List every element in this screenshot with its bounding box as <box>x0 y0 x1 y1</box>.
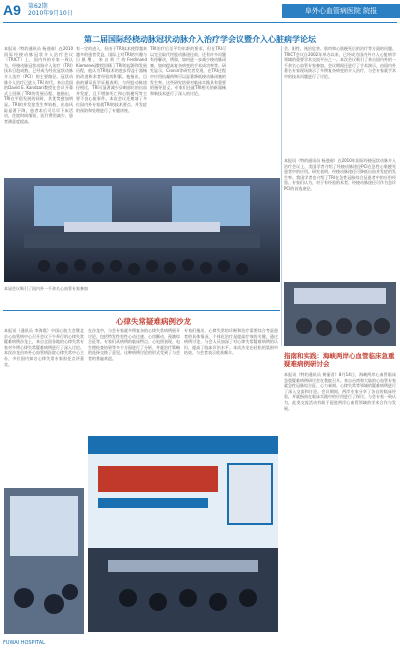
page-number: A9 <box>3 2 21 18</box>
article1-title: 第二届国际经桡动脉冠状动脉介入治疗学会议暨介入心脏病学论坛 <box>84 35 316 44</box>
conference-photo <box>4 178 280 282</box>
issue-info: 第62期 2010年9月10日 <box>28 3 73 17</box>
header-rule <box>3 22 397 23</box>
article1-col4: 会、阳性、统治危害、肌肉和心肌梗死后的治疗等方面的问题。TRICT会议自2002年举办以来，已经成为国内外介入心脏病学领域的重要学术交流平台之一。本次会议吸引了来自国内外的一千余名心血管专家参加。会议期间还进行了手术演示，由国内外著名专家现场演示了多例复杂病变的介入治疗，与会专家就手术中的技术问题进行了讨论。 <box>284 46 396 79</box>
article2-title: 心律失常疑难病例沙龙 <box>116 317 191 326</box>
column-divider <box>281 46 282 346</box>
article1-col1: 本报讯（特约通讯员 杨进刚）在2010 国际经桡动脉冠状介入治疗会议（TRICT）上，国内外的专家一致认为，经桡动脉冠状动脉介入治疗（TRI）技术日趋成熟，已经成为经皮冠状动脉介入治疗（PCI）的主要路径。冠状动脉介入治疗已进入 TRI 时代。来自美国的David E. Kandzari教授在会议开幕式上回顾了TRI的发展历程。他指出，TRI在平稳发展的同时，其优势愈加明显。TRI的并发症发生率较低，出血风险显著下降，患者术后可尽早下床活动，住院时间缩短，医疗费用减少，患者满意度提高。 <box>4 46 73 124</box>
article1-col2: 有一定的进入，但由于TRI技术使得越来越多的患者受益，国际上对TRI的兴趣与日俱增。来自荷兰的Ferdinand Kiemeneij教授回顾了TRI的起源和发展历程，他认为TRI技术的进步得益于器械的改进和术者经验的积累。他指出，目前的循证医学证据表明，与经股动脉途径相比，TRI可显著减少穿刺部位的出血并发症，且不增加死亡和心肌梗死等主要不良心脏事件。本次会议还邀请了多位国内外专家就TRI的技术要点、并发症的预防和处理进行了专题讲座。 <box>76 46 147 113</box>
section-rule <box>3 310 280 311</box>
page-header <box>0 0 400 22</box>
article2-col1: 本报讯（通讯员 李海霞）中国心脏大会暨北京心血管病中心召开会议下午举行的心律失常疑难病例沙龙上，来自全国各地的心律失常专家对多例心律失常疑难病例进行了深入讨论。本次沙龙由阜外心血管病医院心律失常中心主办，多位国内知名心律失常专家担任点评嘉宾。 <box>4 328 84 367</box>
side-col1: 本报讯（特约通讯员 杨进刚）在2010年国际经桡冠状动脉介入治疗会议上，美国学者介绍了经桡动脉途径PCI在急性心肌梗死患者中的应用。研究表明，经桡动脉途径可降低出血并发症的发生率。我国学者也介绍了TRI在急性冠脉综合征患者中的应用经验。专家们认为，对于有经验的术者，经桡动脉途径可作为急诊PCI的首选途径。 <box>284 158 396 191</box>
photo-caption-1 <box>4 286 280 304</box>
article2-col3: 专家们指出，心律失常的诊断和治疗需要综合考虑患者的具体情况，个体化治疗是提高疗效的关键。通过病例讨论，与会人员加深了对心律失常疑难病例的认识，提高了临床诊治水平。本次沙龙在轻松的氛围中结束，与会者表示收获颇丰。 <box>184 328 278 356</box>
side-photo <box>284 282 396 346</box>
article2-col2: 在沙龙中，与会专家就多例复杂的心律失常病例展开讨论，包括特发性室性心动过速、心房颤动、预激综合征等。专家们从病例的临床特点、心电图表现、电生理检查结果等多个方面进行了分析，并就治疗策略的选择交换了意见。这种病例讨论的形式受到了与会者的普遍欢迎。 <box>88 328 180 361</box>
side-col2: 本报讯（特约通讯员 黄丽君）8月14日，海峡两岸心血管临床急重疑难病例研讨会在我院召开。来自台湾和大陆的心血管专家就急性冠脉综合征、心力衰竭、心律失常等领域的疑难病例进行了深入交流和讨论。会议期间，两岸专家分享了各自的临床经验，并就指南在临床实践中的应用进行了探讨。与会专家一致认为，此类交流活动有助于促进两岸心血管领域的学术合作与发展。 <box>284 372 396 411</box>
salon-left-photo <box>4 488 84 634</box>
caption-1-text: 本届会议吸引了国内外一千余名心血管专家参加 <box>4 286 88 291</box>
cardiac-salon-photo <box>88 436 278 632</box>
section-banner: 阜外心血管病医院 院报 <box>282 4 400 18</box>
article1-col3: TRI治疗后至平均年龄的要求。但在TRI可以完全取代经股动脉途径前，还有许多问题有待解决，例如，如何进一步减少桡动脉闭塞，如何提高复杂病变的手术成功率等。研究显示，Cronin等研究者发现，在TRI过程中应用抗凝药物可以显著降低桡动脉闭塞的发生率。这些研究结果对临床实践具有重要的指导意义。专家们还就TRI相关的新器械和新技术进行了深入的讨论。 <box>150 46 226 96</box>
footer-label: FUWAI HOSPITAL <box>3 640 45 646</box>
side-title: 指南和实践：海峡两岸心血管临床急重疑难病例研讨会 <box>284 352 395 368</box>
